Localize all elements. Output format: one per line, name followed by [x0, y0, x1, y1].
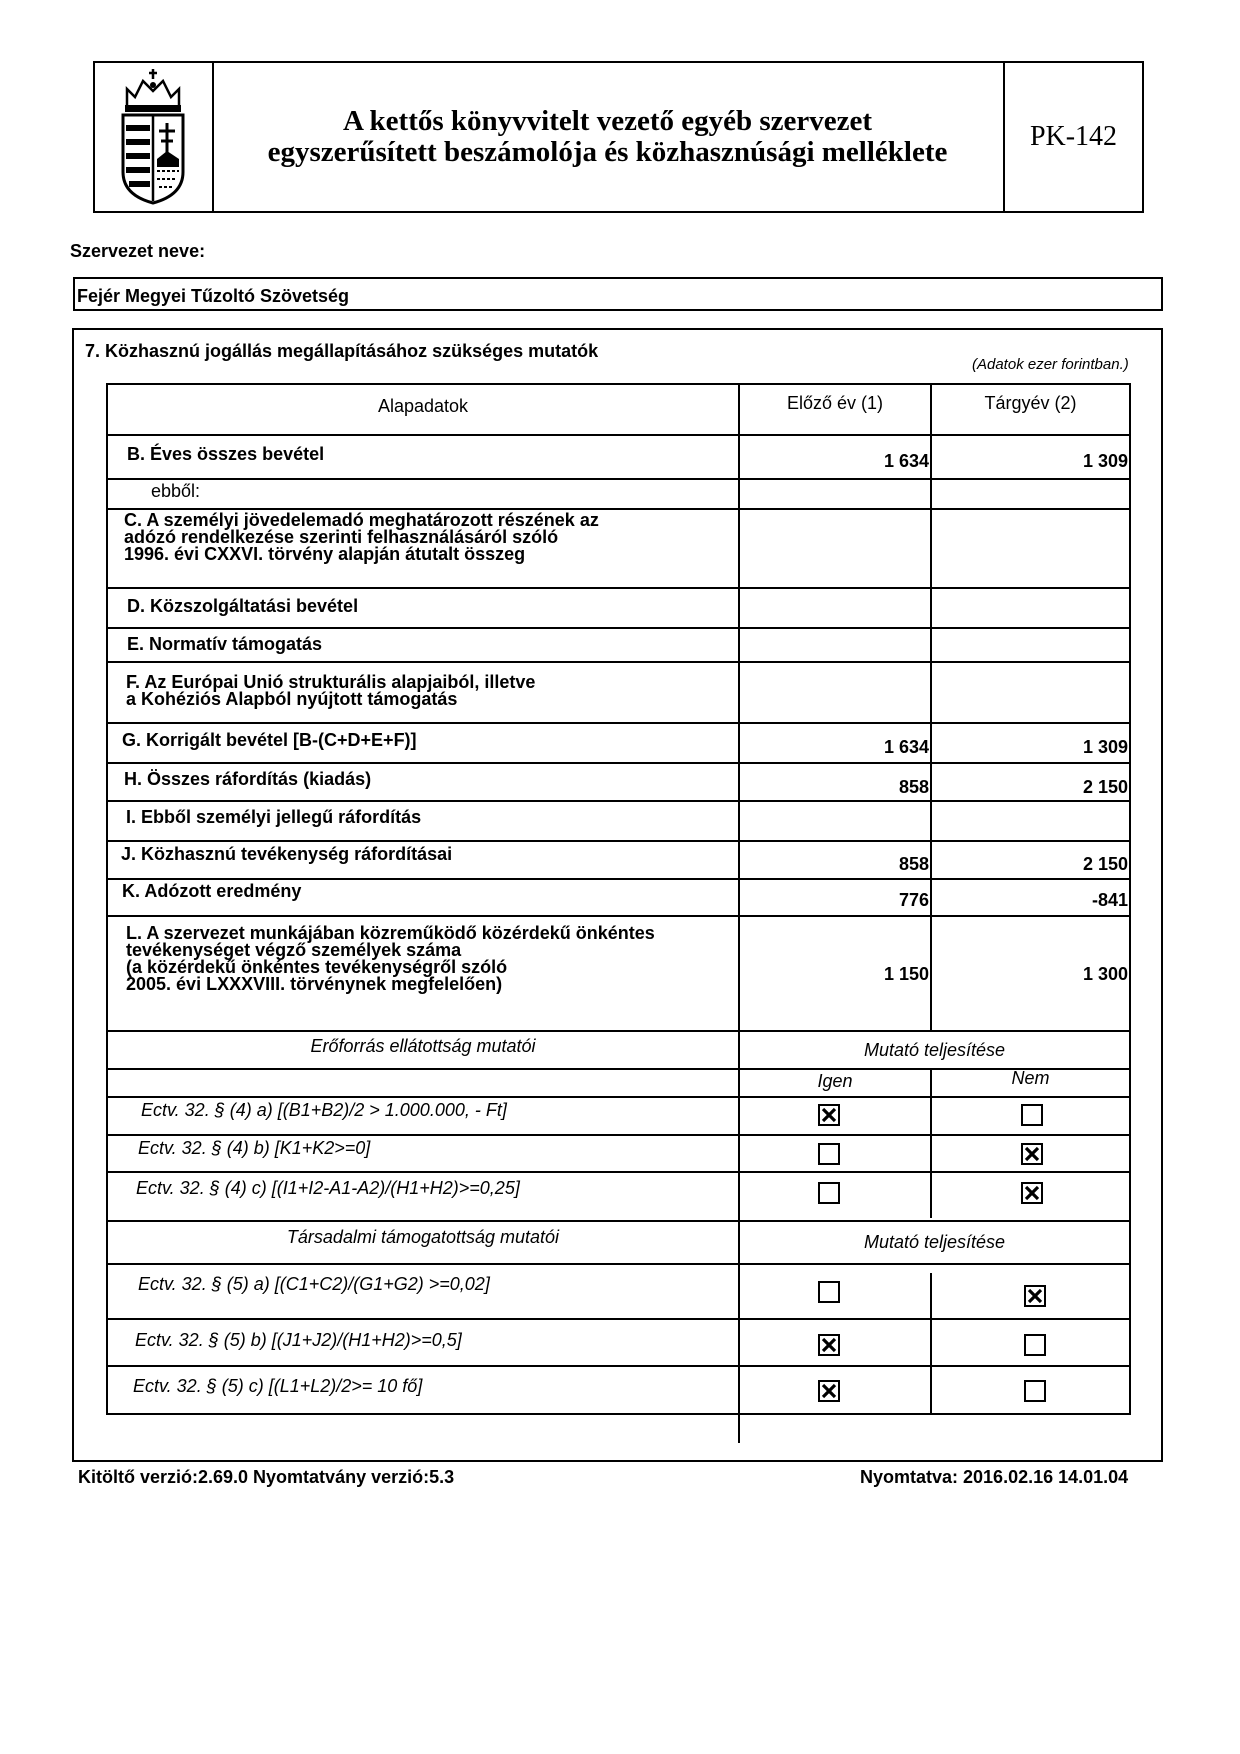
grid-line — [106, 661, 1131, 663]
resource-item-2-label: Ectv. 32. § (4) b) [K1+K2>=0] — [138, 1138, 371, 1158]
grid-line — [106, 383, 1131, 385]
row-j-prev: 858 — [898, 854, 929, 874]
grid-line — [106, 1413, 1131, 1415]
grid-line — [106, 1134, 1131, 1136]
grid-line — [1129, 383, 1131, 1415]
row-i-label: I. Ebből személyi jellegű ráfordítás — [126, 807, 422, 827]
social-item-1-no-checkbox[interactable] — [1024, 1285, 1046, 1307]
form-header — [93, 61, 1144, 213]
resource-fulfilment-header: Mutató teljesítése — [863, 1040, 1006, 1060]
grid-line — [930, 383, 932, 1031]
grid-line — [106, 915, 1131, 917]
social-item-3-no-checkbox[interactable] — [1024, 1380, 1046, 1402]
resource-item-1-no-checkbox[interactable] — [1021, 1104, 1043, 1126]
row-g-label: G. Korrigált bevétel [B-(C+D+E+F)] — [122, 730, 417, 750]
footer-version: Kitöltő verzió:2.69.0 Nyomtatvány verzió:5.3 — [78, 1467, 455, 1487]
unit-note: (Adatok ezer forintban.) — [972, 356, 1129, 373]
resource-item-2-no-checkbox[interactable] — [1021, 1143, 1043, 1165]
grid-line — [106, 840, 1131, 842]
row-k-curr: -841 — [1091, 890, 1128, 910]
social-item-3-label: Ectv. 32. § (5) c) [(L1+L2)/2>= 10 fő] — [133, 1376, 423, 1396]
row-j-curr: 2 150 — [1082, 854, 1128, 874]
grid-line — [106, 1318, 1131, 1320]
resource-item-1-yes-checkbox[interactable] — [818, 1104, 840, 1126]
form-code: PK-142 — [1029, 121, 1118, 152]
grid-line — [106, 383, 108, 1415]
grid-line — [106, 1030, 1131, 1032]
row-g-prev: 1 634 — [883, 737, 929, 757]
social-fulfilment-header: Mutató teljesítése — [863, 1232, 1006, 1252]
row-l-line-1: L. A szervezet munkájában közreműködő közérdekű önkéntes — [126, 923, 655, 943]
social-item-1-yes-checkbox[interactable] — [818, 1281, 840, 1303]
resource-title: Erőforrás ellátottság mutatói — [310, 1036, 536, 1056]
row-c-line-2: adózó rendelkezése szerinti felhasználásáról szóló — [124, 527, 559, 547]
header-basic-data: Alapadatok — [377, 396, 469, 416]
social-item-2-yes-checkbox[interactable] — [818, 1334, 840, 1356]
grid-line — [738, 383, 740, 1443]
crest-cell — [95, 63, 214, 211]
grid-line — [106, 1365, 1131, 1367]
row-f-line-1: F. Az Európai Unió strukturális alapjaiból, illetve — [126, 672, 536, 692]
resource-item-3-no-checkbox[interactable] — [1021, 1182, 1043, 1204]
header-prev-year: Előző év (1) — [786, 393, 884, 413]
resource-item-3-yes-checkbox[interactable] — [818, 1182, 840, 1204]
title-line-2: egyszerűsített beszámolója és közhasznúsági melléklete — [267, 136, 948, 168]
yes-header: Igen — [817, 1071, 853, 1091]
row-h-prev: 858 — [898, 777, 929, 797]
row-b-curr: 1 309 — [1082, 451, 1128, 471]
row-c-line-1: C. A személyi jövedelemadó meghatározott részének az — [124, 510, 599, 530]
form-title — [212, 63, 1005, 211]
row-l-curr: 1 300 — [1082, 964, 1128, 984]
social-item-3-yes-checkbox[interactable] — [818, 1380, 840, 1402]
hungarian-coat-of-arms-icon — [113, 67, 193, 207]
row-l-prev: 1 150 — [883, 964, 929, 984]
row-h-curr: 2 150 — [1082, 777, 1128, 797]
row-k-prev: 776 — [898, 890, 929, 910]
resource-item-2-yes-checkbox[interactable] — [818, 1143, 840, 1165]
grid-line — [106, 1171, 1131, 1173]
row-e-label: E. Normatív támogatás — [127, 634, 323, 654]
social-title: Társadalmi támogatottság mutatói — [286, 1227, 560, 1247]
header-current-year: Tárgyév (2) — [984, 393, 1077, 413]
grid-line — [106, 1263, 1131, 1265]
row-ebbol-label: ebből: — [151, 481, 201, 501]
grid-line — [930, 1273, 932, 1415]
row-c-line-3: 1996. évi CXXVI. törvény alapján átutalt összeg — [124, 544, 526, 564]
row-j-label: J. Közhasznú tevékenység ráfordításai — [121, 844, 453, 864]
footer-printed: Nyomtatva: 2016.02.16 14.01.04 — [860, 1467, 1129, 1487]
check-x-icon — [1023, 1184, 1041, 1202]
no-header: Nem — [1011, 1068, 1050, 1088]
check-x-icon — [1026, 1287, 1044, 1305]
row-b-label: B. Éves összes bevétel — [127, 444, 325, 464]
check-x-icon — [820, 1336, 838, 1354]
resource-item-1-label: Ectv. 32. § (4) a) [(B1+B2)/2 > 1.000.000, - Ft] — [141, 1100, 507, 1120]
title-line-1: A kettős könyvvitelt vezető egyéb szervezet — [342, 105, 873, 137]
grid-line — [106, 800, 1131, 802]
check-x-icon — [820, 1106, 838, 1124]
social-item-2-label: Ectv. 32. § (5) b) [(J1+J2)/(H1+H2)>=0,5] — [135, 1330, 462, 1350]
grid-line — [106, 587, 1131, 589]
grid-line — [930, 1068, 932, 1218]
grid-line — [106, 722, 1131, 724]
check-x-icon — [820, 1382, 838, 1400]
organization-name-field: Fejér Megyei Tűzoltó Szövetség — [73, 277, 1163, 311]
grid-line — [106, 1096, 1131, 1098]
grid-line — [106, 878, 1131, 880]
row-l-line-3: (a közérdekű önkéntes tevékenységről szóló — [126, 957, 508, 977]
row-f-line-2: a Kohéziós Alapból nyújtott támogatás — [126, 689, 458, 709]
row-l-line-2: tevékenységet végző személyek száma — [126, 940, 462, 960]
check-x-icon — [1023, 1145, 1041, 1163]
row-l-line-4: 2005. évi LXXXVIII. törvénynek megfelelően) — [126, 974, 503, 994]
grid-line — [106, 762, 1131, 764]
resource-item-3-label: Ectv. 32. § (4) c) [(I1+I2-A1-A2)/(H1+H2)>=0,25] — [136, 1178, 520, 1198]
row-k-label: K. Adózott eredmény — [122, 881, 302, 901]
grid-line — [106, 434, 1131, 436]
organization-label: Szervezet neve: — [70, 241, 206, 261]
grid-line — [106, 627, 1131, 629]
row-b-prev: 1 634 — [883, 451, 929, 471]
grid-line — [106, 1220, 1131, 1222]
row-h-label: H. Összes ráfordítás (kiadás) — [124, 769, 372, 789]
grid-line — [106, 478, 1131, 480]
social-item-1-label: Ectv. 32. § (5) a) [(C1+C2)/(G1+G2) >=0,02] — [138, 1274, 490, 1294]
row-g-curr: 1 309 — [1082, 737, 1128, 757]
row-d-label: D. Közszolgáltatási bevétel — [127, 596, 359, 616]
social-item-2-no-checkbox[interactable] — [1024, 1334, 1046, 1356]
section-title: 7. Közhasznú jogállás megállapításához szükséges mutatók — [85, 341, 599, 361]
